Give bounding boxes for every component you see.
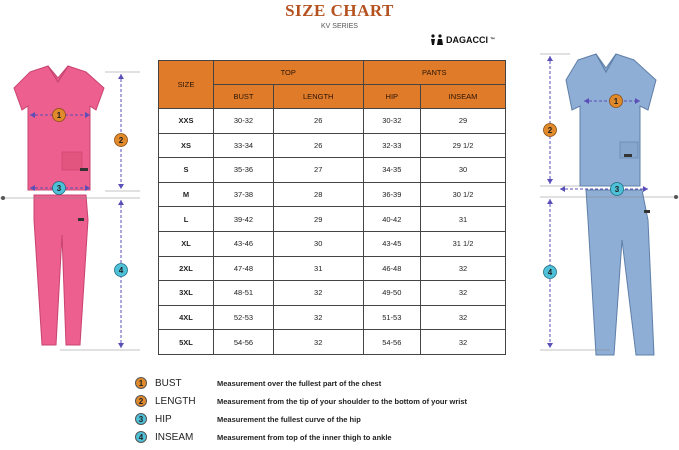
pink-bust-marker: 1 bbox=[56, 111, 62, 120]
table-row bbox=[159, 207, 506, 232]
hip-cell: 51-53 bbox=[363, 305, 421, 330]
length-header: LENGTH bbox=[273, 85, 363, 109]
hip-cell: 43-45 bbox=[363, 231, 421, 256]
blue-bust-marker: 1 bbox=[613, 97, 619, 106]
brand-logo bbox=[430, 34, 495, 46]
hip-cell: 30-32 bbox=[363, 109, 421, 134]
legend-item bbox=[135, 393, 468, 409]
legend-description: Measurement the fullest curve of the hip bbox=[217, 414, 361, 424]
size-cell: S bbox=[159, 158, 214, 183]
legend-number-badge: 4 bbox=[135, 431, 147, 443]
bust-cell: 30-32 bbox=[214, 109, 274, 134]
legend-measure-name: LENGTH bbox=[155, 395, 196, 407]
blue-scrubs-figure bbox=[530, 50, 679, 365]
brand-figures-icon bbox=[430, 34, 444, 46]
inseam-cell: 32 bbox=[421, 305, 506, 330]
size-cell: 5XL bbox=[159, 330, 214, 355]
inseam-cell: 29 bbox=[421, 109, 506, 134]
hip-cell: 54-56 bbox=[363, 330, 421, 355]
size-cell: XXS bbox=[159, 109, 214, 134]
size-cell: M bbox=[159, 182, 214, 207]
top-group-header: TOP bbox=[214, 61, 364, 85]
legend-number-badge: 3 bbox=[135, 413, 147, 425]
legend-number-badge: 1 bbox=[135, 377, 147, 389]
size-cell: L bbox=[159, 207, 214, 232]
legend-number-badge: 2 bbox=[135, 395, 147, 407]
bust-cell: 48-51 bbox=[214, 281, 274, 306]
inseam-cell: 31 bbox=[421, 207, 506, 232]
hip-cell: 34-35 bbox=[363, 158, 421, 183]
size-rows bbox=[159, 109, 506, 355]
hip-cell: 32-33 bbox=[363, 133, 421, 158]
hip-cell: 46-48 bbox=[363, 256, 421, 281]
inseam-cell: 30 1/2 bbox=[421, 182, 506, 207]
bust-cell: 35-36 bbox=[214, 158, 274, 183]
legend-description: Measurement over the fullest part of the chest bbox=[217, 378, 382, 388]
pink-scrubs-figure bbox=[0, 60, 150, 360]
legend-measure-name: HIP bbox=[155, 413, 172, 425]
hip-header: HIP bbox=[363, 85, 421, 109]
pink-length-marker: 2 bbox=[118, 136, 124, 145]
length-cell: 32 bbox=[273, 330, 363, 355]
length-cell: 32 bbox=[273, 305, 363, 330]
size-chart-table bbox=[158, 60, 506, 355]
bust-cell: 54-56 bbox=[214, 330, 274, 355]
length-cell: 26 bbox=[273, 109, 363, 134]
bust-header: BUST bbox=[214, 85, 274, 109]
size-cell: 2XL bbox=[159, 256, 214, 281]
table-row bbox=[159, 133, 506, 158]
length-cell: 28 bbox=[273, 182, 363, 207]
length-cell: 27 bbox=[273, 158, 363, 183]
blue-length-marker: 2 bbox=[547, 126, 553, 135]
size-cell: XS bbox=[159, 133, 214, 158]
hip-cell: 49-50 bbox=[363, 281, 421, 306]
size-cell: 3XL bbox=[159, 281, 214, 306]
inseam-cell: 31 1/2 bbox=[421, 231, 506, 256]
table-row bbox=[159, 281, 506, 306]
table-row bbox=[159, 330, 506, 355]
table-row bbox=[159, 109, 506, 134]
bust-cell: 43-46 bbox=[214, 231, 274, 256]
hip-cell: 40-42 bbox=[363, 207, 421, 232]
length-cell: 26 bbox=[273, 133, 363, 158]
bust-cell: 39-42 bbox=[214, 207, 274, 232]
inseam-header: INSEAM bbox=[421, 85, 506, 109]
table-row bbox=[159, 305, 506, 330]
bust-cell: 33-34 bbox=[214, 133, 274, 158]
blue-inseam-marker: 4 bbox=[547, 268, 553, 277]
brand-name: DAGACCI bbox=[446, 35, 488, 45]
legend-item bbox=[135, 429, 392, 445]
length-cell: 31 bbox=[273, 256, 363, 281]
inseam-cell: 32 bbox=[421, 330, 506, 355]
table-row bbox=[159, 256, 506, 281]
page-title: SIZE CHART bbox=[285, 1, 394, 20]
blue-hip-marker: 3 bbox=[614, 185, 620, 194]
table-row bbox=[159, 231, 506, 256]
bust-cell: 52-53 bbox=[214, 305, 274, 330]
legend-description: Measurement from the tip of your shoulder to the bottom of your wrist bbox=[217, 396, 468, 406]
brand-trademark: ™ bbox=[490, 37, 495, 43]
table-row bbox=[159, 182, 506, 207]
bust-cell: 47-48 bbox=[214, 256, 274, 281]
inseam-cell: 32 bbox=[421, 281, 506, 306]
length-cell: 30 bbox=[273, 231, 363, 256]
size-cell: 4XL bbox=[159, 305, 214, 330]
legend-measure-name: BUST bbox=[155, 377, 182, 389]
inseam-cell: 29 1/2 bbox=[421, 133, 506, 158]
length-cell: 29 bbox=[273, 207, 363, 232]
inseam-cell: 32 bbox=[421, 256, 506, 281]
legend-description: Measurement from top of the inner thigh to ankle bbox=[217, 432, 392, 442]
legend-item bbox=[135, 375, 382, 391]
legend-item bbox=[135, 411, 361, 427]
size-cell: XL bbox=[159, 231, 214, 256]
legend-measure-name: INSEAM bbox=[155, 431, 194, 443]
pink-inseam-marker: 4 bbox=[118, 266, 124, 275]
pants-group-header: PANTS bbox=[363, 61, 505, 85]
length-cell: 32 bbox=[273, 281, 363, 306]
series-subtitle: KV SERIES bbox=[321, 23, 358, 30]
hip-cell: 36-39 bbox=[363, 182, 421, 207]
pink-hip-marker: 3 bbox=[56, 184, 62, 193]
table-row bbox=[159, 158, 506, 183]
bust-cell: 37-38 bbox=[214, 182, 274, 207]
size-header: SIZE bbox=[159, 61, 214, 109]
inseam-cell: 30 bbox=[421, 158, 506, 183]
